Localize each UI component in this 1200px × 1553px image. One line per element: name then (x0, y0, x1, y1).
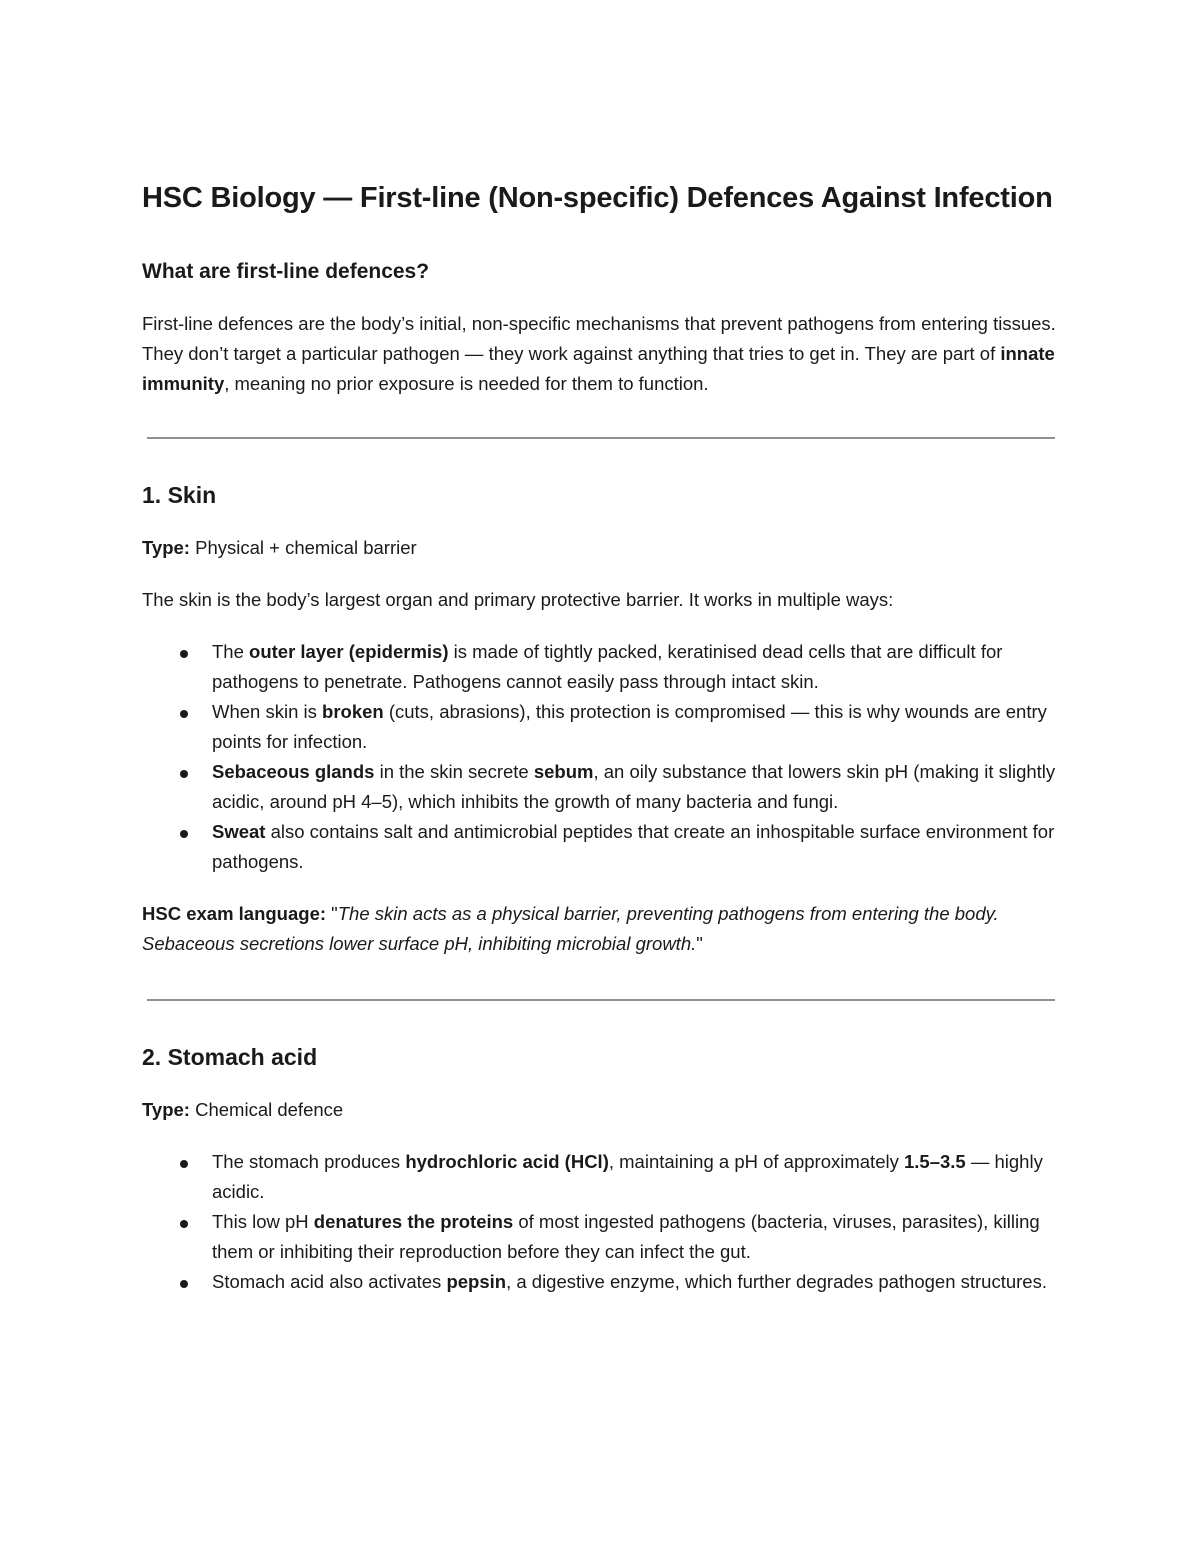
bullet-bold: sebum (533, 761, 594, 782)
bullet-text: , a digestive enzyme, which further degrades pathogen structures. (506, 1271, 1047, 1292)
bullet-dot-icon (180, 1280, 188, 1288)
exam-quote-open: " (326, 903, 338, 924)
stomach-type-line (142, 1095, 1060, 1125)
bullet-dot-icon (180, 650, 188, 658)
skin-type-value: Physical + chemical barrier (189, 537, 417, 558)
bullet-text: The (212, 641, 250, 662)
section-divider (147, 999, 1055, 1001)
list-item (212, 697, 1060, 757)
list-item (212, 1147, 1060, 1207)
bullet-text: This low pH (212, 1211, 314, 1232)
bullet-bold: outer layer (epidermis) (249, 641, 449, 662)
bullet-dot-icon (180, 770, 188, 778)
bullet-text: When skin is (212, 701, 323, 722)
bullet-bold: Sebaceous glands (212, 761, 375, 782)
list-item (212, 637, 1060, 697)
list-item (212, 1207, 1060, 1267)
stomach-heading: 2. Stomach acid (142, 1044, 318, 1070)
skin-lead-paragraph: The skin is the body’s largest organ and primary protective barrier. It works in multiple ways: (142, 589, 894, 610)
list-item (212, 817, 1060, 877)
bullet-text: , an oily substance that lowers skin pH (making it slightly acidic, around pH 4–5), which inhibits the growth of many bacteria and fungi. (212, 761, 1056, 812)
bullet-dot-icon (180, 830, 188, 838)
bullet-bold: Sweat (212, 821, 266, 842)
bullet-text: in the skin secrete (374, 761, 534, 782)
bullet-text: also contains salt and antimicrobial peptides that create an inhospitable surface environment for pathogens. (212, 821, 1055, 872)
intro-heading: What are first-line defences? (142, 260, 430, 283)
bullet-bold: broken (322, 701, 384, 722)
intro-text-b: , meaning no prior exposure is needed for them to function. (224, 373, 709, 394)
skin-heading: 1. Skin (142, 482, 217, 508)
intro-paragraph (142, 309, 1060, 399)
bullet-text: (cuts, abrasions), this protection is compromised — this is why wounds are entry points for infection. (212, 701, 1047, 752)
bullet-text: — highly acidic. (212, 1151, 1043, 1202)
bullet-dot-icon (180, 710, 188, 718)
stomach-type-label: Type: (142, 1099, 190, 1120)
bullet-text: The stomach produces (212, 1151, 406, 1172)
section-divider (147, 437, 1055, 439)
intro-text-a: First-line defences are the body’s initial, non-specific mechanisms that prevent pathogens from entering tissues. They don’t target a particular pathogen — they work against anything that tries to get in. They are part of (142, 313, 1056, 364)
bullet-bold: pepsin (446, 1271, 507, 1292)
exam-quote-text: The skin acts as a physical barrier, preventing pathogens from entering the body. Sebaceous secretions lower surface pH, inhibiting microbial growth. (142, 903, 999, 954)
bullet-text: Stomach acid also activates (212, 1271, 447, 1292)
exam-label: HSC exam language: (142, 903, 327, 924)
skin-exam-language (142, 899, 1060, 959)
skin-bullet-list (142, 637, 1060, 877)
list-item (212, 757, 1060, 817)
bullet-bold: hydrochloric acid (HCl) (405, 1151, 609, 1172)
intro-bold-innate-immunity: innate immunity (142, 343, 1055, 394)
stomach-type-value: Chemical defence (189, 1099, 344, 1120)
stomach-bullet-list (142, 1147, 1060, 1297)
list-item (212, 1267, 1060, 1297)
bullet-dot-icon (180, 1160, 188, 1168)
bullet-bold: 1.5–3.5 (903, 1151, 966, 1172)
document-title: HSC Biology — First-line (Non-specific) Defences Against Infection (142, 182, 1053, 214)
bullet-bold: denatures the proteins (313, 1211, 514, 1232)
bullet-dot-icon (180, 1220, 188, 1228)
skin-type-label: Type: (142, 537, 190, 558)
skin-type-line (142, 533, 1060, 563)
bullet-text: of most ingested pathogens (bacteria, viruses, parasites), killing them or inhibiting their reproduction before they can infect the gut. (212, 1211, 1040, 1262)
exam-quote-close: " (696, 933, 703, 954)
bullet-text: is made of tightly packed, keratinised dead cells that are difficult for pathogens to penetrate. Pathogens cannot easily pass through intact skin. (212, 641, 1003, 692)
bullet-text: , maintaining a pH of approximately (608, 1151, 904, 1172)
